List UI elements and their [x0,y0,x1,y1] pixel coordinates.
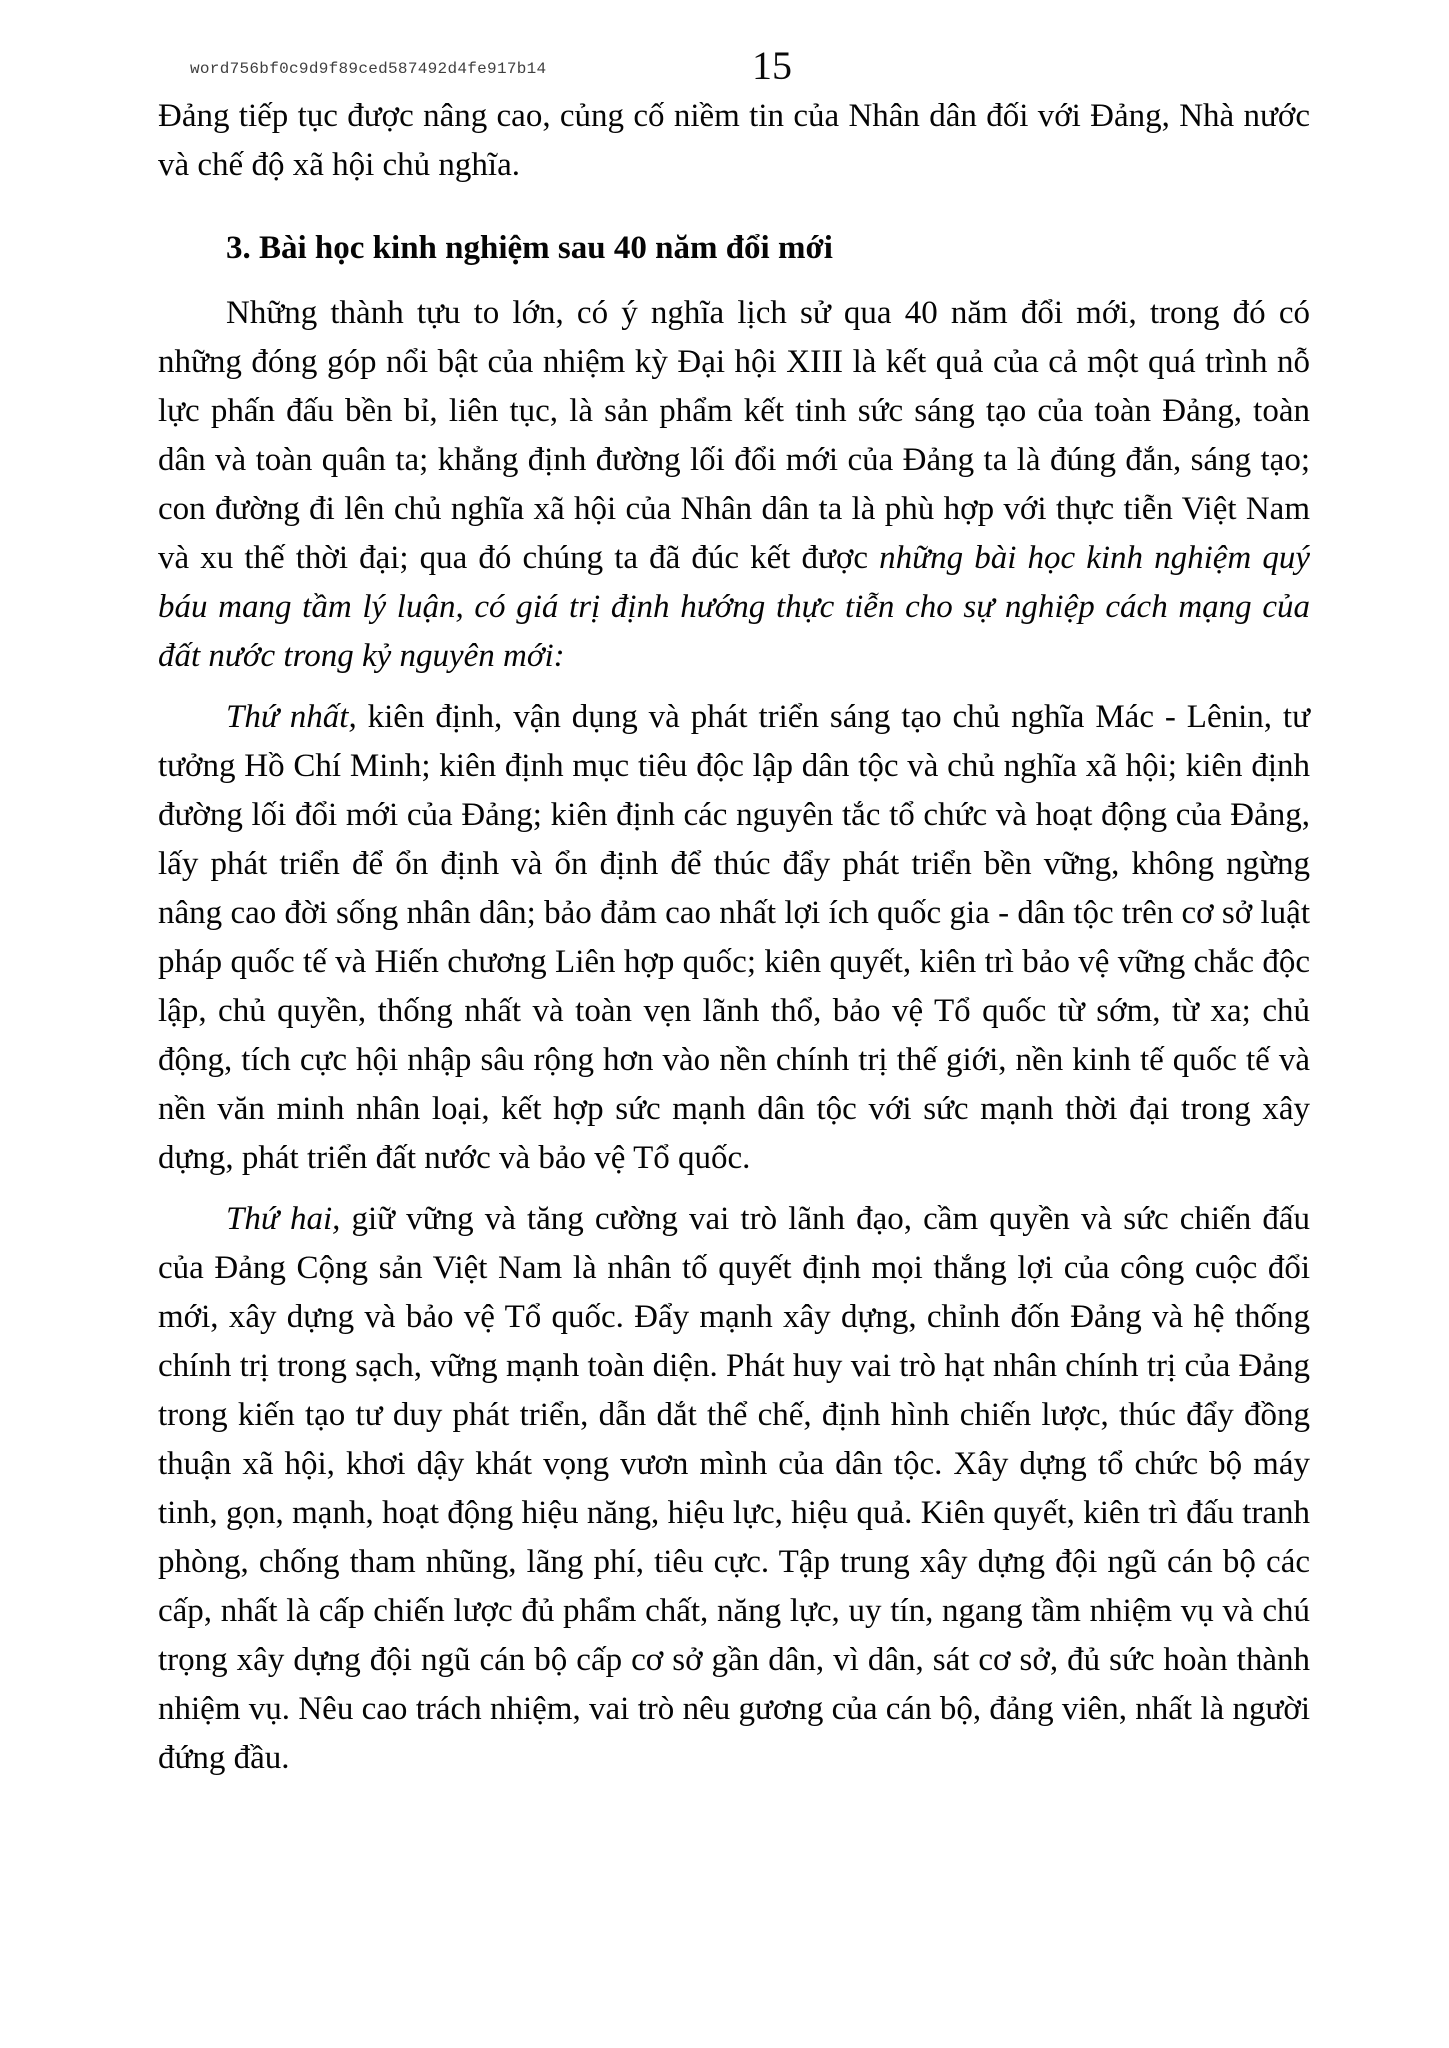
section-heading: 3. Bài học kinh nghiệm sau 40 năm đổi mới [226,230,833,266]
paragraph-intro-continuation: Đảng tiếp tục được nâng cao, củng cố niềm tin của Nhân dân đối với Đảng, Nhà nước và chế độ xã hội chủ nghĩa. [158,98,1310,183]
document-body [158,92,1310,1795]
page-header-code: word756bf0c9d9f89ced587492d4fe917b14 [190,60,547,78]
page-number: 15 [752,43,792,88]
paragraph-lesson-first-lead: Thứ nhất, [226,699,357,735]
paragraph-achievements [158,289,1310,681]
paragraph-lesson-first [158,693,1310,1183]
paragraph-achievements-normal-text: Những thành tựu to lớn, có ý nghĩa lịch sử qua 40 năm đổi mới, trong đó có những đóng góp nổi bật của nhiệm kỳ Đại hội XIII là kết quả của cả một quá trình nỗ lực phấn đấu bền bỉ, liên tục, là sản phẩm kết tinh sức sáng tạo của toàn Đảng, toàn dân và toàn quân ta; khẳng định đường lối đổi mới của Đảng ta là đúng đắn, sáng tạo; con đường đi lên chủ nghĩa xã hội của Nhân dân ta là phù hợp với thực tiễn Việt Nam và xu thế thời đại; qua đó chúng ta đã đúc kết được [158,295,1310,576]
paragraph-lesson-second-lead: Thứ hai, [226,1201,341,1237]
paragraph-lesson-second [158,1195,1310,1783]
paragraph-achievements-italic-text: những bài học kinh nghiệm quý báu mang tầm lý luận, có giá trị định hướng thực tiễn cho sự nghiệp cách mạng của đất nước trong kỷ nguyên mới: [158,540,1310,674]
paragraph-lesson-first-body: kiên định, vận dụng và phát triển sáng tạo chủ nghĩa Mác - Lênin, tư tưởng Hồ Chí Minh; kiên định mục tiêu độc lập dân tộc và chủ nghĩa xã hội; kiên định đường lối đổi mới của Đảng; kiên định các nguyên tắc tổ chức và hoạt động của Đảng, lấy phát triển để ổn định và ổn định để thúc đẩy phát triển bền vững, không ngừng nâng cao đời sống nhân dân; bảo đảm cao nhất lợi ích quốc gia - dân tộc trên cơ sở luật pháp quốc tế và Hiến chương Liên hợp quốc; kiên quyết, kiên trì bảo vệ vững chắc độc lập, chủ quyền, thống nhất và toàn vẹn lãnh thổ, bảo vệ Tổ quốc từ sớm, từ xa; chủ động, tích cực hội nhập sâu rộng hơn vào nền chính trị thế giới, nền kinh tế quốc tế và nền văn minh nhân loại, kết hợp sức mạnh dân tộc với sức mạnh thời đại trong xây dựng, phát triển đất nước và bảo vệ Tổ quốc. [158,699,1310,1176]
paragraph-lesson-second-body: giữ vững và tăng cường vai trò lãnh đạo, cầm quyền và sức chiến đấu của Đảng Cộng sản Việt Nam là nhân tố quyết định mọi thắng lợi của công cuộc đổi mới, xây dựng và bảo vệ Tổ quốc. Đẩy mạnh xây dựng, chỉnh đốn Đảng và hệ thống chính trị trong sạch, vững mạnh toàn diện. Phát huy vai trò hạt nhân chính trị của Đảng trong kiến tạo tư duy phát triển, dẫn dắt thể chế, định hình chiến lược, thúc đẩy đồng thuận xã hội, khơi dậy khát vọng vươn mình của dân tộc. Xây dựng tổ chức bộ máy tinh, gọn, mạnh, hoạt động hiệu năng, hiệu lực, hiệu quả. Kiên quyết, kiên trì đấu tranh phòng, chống tham nhũng, lãng phí, tiêu cực. Tập trung xây dựng đội ngũ cán bộ các cấp, nhất là cấp chiến lược đủ phẩm chất, năng lực, uy tín, ngang tầm nhiệm vụ và chú trọng xây dựng đội ngũ cán bộ cấp cơ sở gần dân, vì dân, sát cơ sở, đủ sức hoàn thành nhiệm vụ. Nêu cao trách nhiệm, vai trò nêu gương của cán bộ, đảng viên, nhất là người đứng đầu. [158,1201,1310,1776]
